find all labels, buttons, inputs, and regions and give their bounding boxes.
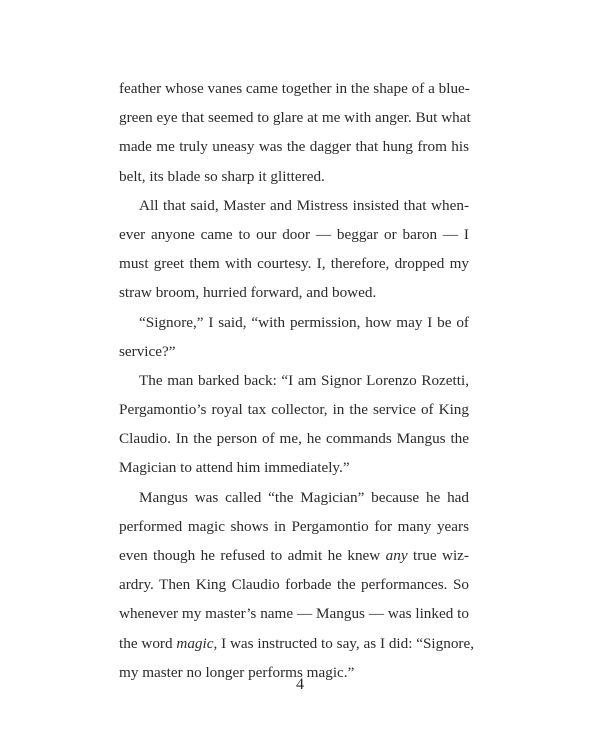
text-line: ardry. Then King Claudio forbade the performances. So: [119, 576, 469, 594]
text-line: must greet them with courtesy. I, therefore, dropped my: [119, 255, 469, 273]
body-text: [119, 74, 475, 687]
text-line: performed magic shows in Pergamontio for many years: [119, 517, 469, 535]
text-line: straw broom, hurried forward, and bowed.: [119, 284, 377, 302]
paragraph-1: [119, 74, 469, 191]
text-line-with-italic: the word magic, I was instructed to say, as I did: “Signore,: [119, 634, 475, 652]
text-line: whenever my master’s name — Mangus — was linked to: [119, 605, 469, 623]
text-line: feather whose vanes came together in the shape of a blue-: [119, 80, 470, 97]
text-line: All that said, Master and Mistress insisted that when-: [139, 196, 469, 214]
text-line: Pergamontio’s royal tax collector, in the service of King: [119, 401, 469, 419]
text-line: my master no longer performs magic.”: [119, 663, 355, 681]
text-line: service?”: [119, 342, 176, 360]
text-line: green eye that seemed to glare at me with anger. But what: [119, 109, 471, 127]
paragraph-5: [119, 483, 475, 687]
text-line: made me truly uneasy was the dagger that hung from his: [119, 138, 469, 156]
italic-word: any: [385, 547, 408, 564]
paragraph-2: [119, 191, 469, 308]
text-line: Magician to attend him immediately.”: [119, 459, 350, 477]
paragraph-3: [119, 308, 469, 366]
page-number: 4: [296, 676, 304, 693]
paragraph-4: [119, 366, 469, 483]
text-line: ever anyone came to our door — beggar or baron — I: [119, 225, 469, 243]
text-line: belt, its blade so sharp it glittered.: [119, 167, 325, 185]
text-line-with-italic: even though he refused to admit he knew any true wiz-: [119, 547, 469, 564]
text-line: Claudio. In the person of me, he commands Mangus the: [119, 430, 469, 448]
text-line: The man barked back: “I am Signor Lorenzo Rozetti,: [139, 371, 469, 389]
text-line: Mangus was called “the Magician” because he had: [139, 488, 469, 506]
text-line: “Signore,” I said, “with permission, how may I be of: [139, 313, 469, 331]
italic-word: magic: [176, 634, 214, 652]
